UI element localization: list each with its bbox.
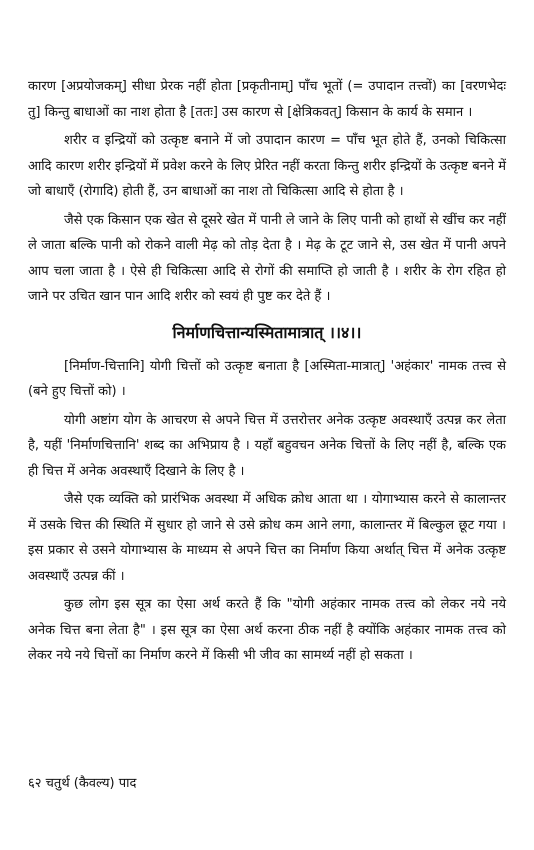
sutra-heading: निर्माणचित्तान्यस्मितामात्रात् ।।४।। <box>172 322 362 342</box>
paragraph-word-meaning: [निर्माण-चित्तानि] योगी चित्तों को उत्कृष्ट बनाता है [अस्मिता-मात्रात्] 'अहंकार' नामक तत्त्व से (बने हुए चित्तों को) । <box>28 358 506 399</box>
paragraph-upadana-explanation: शरीर व इन्द्रियों को उत्कृष्ट बनाने में जो उपादान कारण = पाँच भूत होते हैं, उनको चिकित्सा आदि कारण शरीर इन्द्रियों में प्रवेश करने के लिए प्रेरित नहीं करता किन्तु शरीर इन्द्रियों के उत्कृष्ट बनने में जो बाधाएँ (रोगादि) होती हैं, उन बाधाओं का नाश तो चिकित्सा आदि से होता है । <box>28 133 506 199</box>
paragraph-meaning-explanation: योगी अष्टांग योग के आचरण से अपने चित्त में उत्तरोत्तर अनेक उत्कृष्ट अवस्थाएँ उत्पन्न कर लेता है, यहीं 'निर्माणचित्तानि' शब्द का अभिप्राय है । यहाँ बहुवचन अनेक चित्तों के लिए नहीं है, बल्कि एक ही चित्त में अनेक अवस्थाएँ दिखाने के लिए है । <box>28 412 506 479</box>
page-footer: ६२ चतुर्थ (कैवल्य) पाद <box>28 776 137 791</box>
paragraph-anger-example: जैसे एक व्यक्ति को प्रारंभिक अवस्था में अधिक क्रोध आता था । योगाभ्यास करने से कालान्तर में उसके चित्त की स्थिति में सुधार हो जाने से उसे क्रोध कम आने लगा, कालान्तर में बिल्कुल छूट गया । इस प्रकार से उसने योगाभ्यास के माध्यम से अपने चित्त का निर्माण किया अर्थात् चित्त में अनेक उत्कृष्ट अवस्थाएँ उत्पन्न कीं । <box>28 492 506 584</box>
paragraph-word-meaning-continued: कारण [अप्रयोजकम्] सीधा प्रेरक नहीं होता [प्रकृतीनाम्] पाँच भूतों (= उपादान तत्त्वों) का [वरणभेदः तु] किन्तु बाधाओं का नाश होता है [ततः] उस कारण से [क्षेत्रिकवत्] किसान के कार्य के समान । <box>28 79 506 120</box>
page-body <box>28 74 506 672</box>
paragraph-farmer-example: जैसे एक किसान एक खेत से दूसरे खेत में पानी ले जाने के लिए पानी को हाथों से खींच कर नहीं ले जाता बल्कि पानी को रोकने वाली मेढ़ को तोड़ देता है । मेढ़ के टूट जाने से, उस खेत में पानी अपने आप चला जाता है । ऐसे ही चिकित्सा आदि से रोगों की समाप्ति हो जाती है । शरीर के रोग रहित हो जाने पर उचित खान पान आदि शरीर को स्वयं ही पुष्ट कर देते हैं । <box>28 212 506 304</box>
paragraph-refutation: कुछ लोग इस सूत्र का ऐसा अर्थ करते हैं कि "योगी अहंकार नामक तत्त्व को लेकर नये नये अनेक चित्त बना लेता है" । इस सूत्र का ऐसा अर्थ करना ठीक नहीं है क्योंकि अहंकार नामक तत्त्व को लेकर नये नये चित्तों का निर्माण करने में किसी भी जीव का सामर्थ्य नहीं हो सकता । <box>28 597 506 663</box>
